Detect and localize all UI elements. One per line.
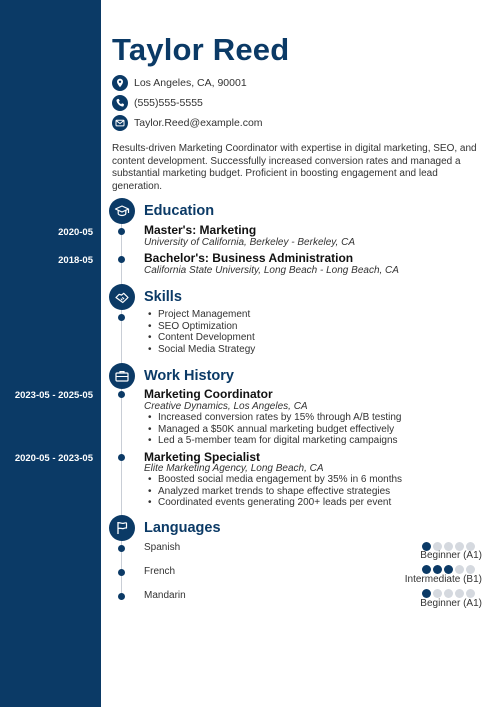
duty-item: • Led a 5-member team for digital marketing campaigns xyxy=(144,435,401,447)
language-name: French xyxy=(144,566,176,577)
job-duties xyxy=(144,474,402,509)
job-date: 2023-05 - 2025-05 xyxy=(14,390,93,401)
company-name: Creative Dynamics, Los Angeles, CA xyxy=(144,401,308,412)
education-date: 2018-05 xyxy=(58,255,93,266)
skill-item: • Project Management xyxy=(144,309,255,321)
duty-item: • Managed a $50K annual marketing budget effectively xyxy=(144,424,401,436)
contact-email xyxy=(112,114,263,132)
duty-item: • Boosted social media engagement by 35% in 6 months xyxy=(144,474,402,486)
timeline-dot xyxy=(118,569,125,576)
timeline-dot xyxy=(118,391,125,398)
degree-title: Bachelor's: Business Administration xyxy=(144,251,354,265)
language-level: Beginner (A1) xyxy=(420,598,482,609)
rating-dot-empty xyxy=(444,589,453,598)
rating-dot-filled xyxy=(422,565,431,574)
email-link[interactable]: Taylor.Reed@example.com xyxy=(134,117,263,129)
job-date: 2020-05 - 2023-05 xyxy=(14,453,93,464)
briefcase-icon xyxy=(109,363,135,389)
sidebar-panel xyxy=(0,0,101,707)
education-date: 2020-05 xyxy=(58,227,93,238)
rating-dot-filled xyxy=(422,589,431,598)
skill-item: • SEO Optimization xyxy=(144,321,255,333)
location-text: Los Angeles, CA, 90001 xyxy=(134,77,247,89)
job-title: Marketing Coordinator xyxy=(144,387,273,401)
rating-dot-filled xyxy=(433,565,442,574)
rating-dot-empty xyxy=(455,589,464,598)
work-history-heading: Work History xyxy=(144,368,234,384)
timeline-dot xyxy=(118,454,125,461)
skills-list xyxy=(144,309,255,355)
school-name: University of California, Berkeley - Berkeley, CA xyxy=(144,237,355,248)
timeline-line xyxy=(121,210,122,600)
skill-item: • Content Development xyxy=(144,332,255,344)
school-name: California State University, Long Beach - Long Beach, CA xyxy=(144,265,399,276)
language-level: Intermediate (B1) xyxy=(404,574,482,585)
timeline-dot xyxy=(118,545,125,552)
timeline-dot xyxy=(118,256,125,263)
timeline-dot xyxy=(118,228,125,235)
graduation-cap-icon xyxy=(109,198,135,224)
rating-dot-empty xyxy=(433,589,442,598)
rating-dot-filled xyxy=(444,565,453,574)
degree-title: Master's: Marketing xyxy=(144,223,257,237)
contact-phone xyxy=(112,94,203,112)
candidate-name: Taylor Reed xyxy=(112,32,290,67)
rating-dot-empty xyxy=(455,565,464,574)
flag-icon xyxy=(109,515,135,541)
timeline-dot xyxy=(118,314,125,321)
language-rating xyxy=(422,589,482,598)
language-rating xyxy=(422,565,482,574)
language-name: Mandarin xyxy=(144,590,186,601)
job-title: Marketing Specialist xyxy=(144,450,261,464)
skills-heading: Skills xyxy=(144,289,182,305)
duty-item: • Increased conversion rates by 15% through A/B testing xyxy=(144,412,401,424)
rating-dot-empty xyxy=(466,565,475,574)
rating-dot-empty xyxy=(466,589,475,598)
duty-item: • Coordinated events generating 200+ leads per event xyxy=(144,497,402,509)
map-pin-icon xyxy=(112,75,128,91)
duty-item: • Analyzed market trends to shape effective strategies xyxy=(144,486,402,498)
language-name: Spanish xyxy=(144,542,181,553)
company-name: Elite Marketing Agency, Long Beach, CA xyxy=(144,463,324,474)
languages-heading: Languages xyxy=(144,520,221,536)
education-heading: Education xyxy=(144,203,215,219)
professional-summary: Results-driven Marketing Coordinator with expertise in digital marketing, SEO, and content development. Successfully increased conversion rates and managed a substantial marketing budget. Proficient in boosting engagement and lead generation. xyxy=(112,143,477,192)
language-level: Beginner (A1) xyxy=(420,550,482,561)
envelope-icon xyxy=(112,115,128,131)
job-duties xyxy=(144,412,401,447)
handshake-icon xyxy=(109,284,135,310)
phone-icon xyxy=(112,95,128,111)
contact-location xyxy=(112,74,247,92)
timeline-dot xyxy=(118,593,125,600)
skill-item: • Social Media Strategy xyxy=(144,344,255,356)
phone-text: (555)555-5555 xyxy=(134,97,203,109)
